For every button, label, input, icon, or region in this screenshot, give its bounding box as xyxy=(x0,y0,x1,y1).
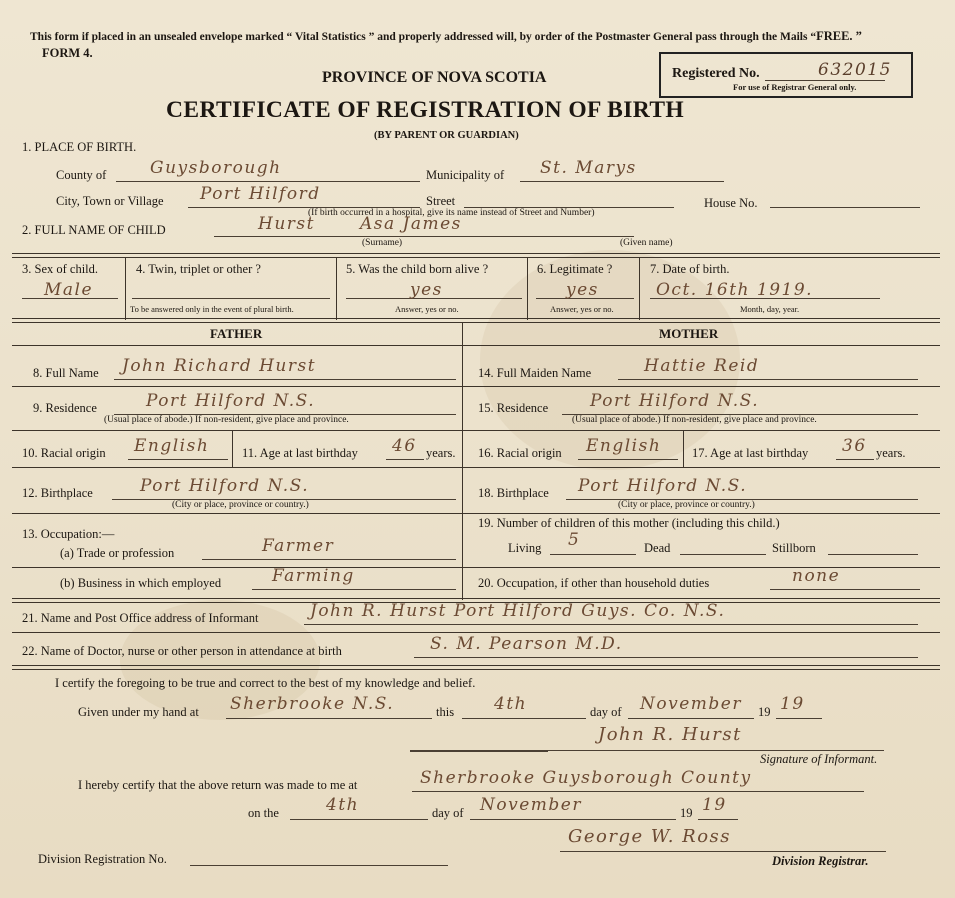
father-age-label: 11. Age at last birthday xyxy=(242,446,358,460)
mother-age-years: years. xyxy=(876,446,906,460)
city-label: City, Town or Village xyxy=(56,194,164,208)
county-value: Guysborough xyxy=(150,158,282,178)
dead-line xyxy=(680,554,766,555)
father-age-years: years. xyxy=(426,446,456,460)
registered-number: 632015 xyxy=(818,60,892,80)
father-business-line xyxy=(252,589,456,590)
form-number: FORM 4. xyxy=(42,46,93,60)
row-divider xyxy=(12,430,462,431)
return-day-line xyxy=(290,819,428,820)
informant-signature: John R. Hurst xyxy=(598,724,742,745)
day-line xyxy=(462,718,586,719)
child-surname: Hurst xyxy=(258,214,315,234)
certificate-subtitle: (BY PARENT OR GUARDIAN) xyxy=(374,130,519,141)
cell-divider xyxy=(527,257,528,320)
division-registrar-caption: Division Registrar. xyxy=(772,854,869,868)
return-place-line xyxy=(412,791,864,792)
section-divider xyxy=(12,665,940,670)
mailing-notice-text: This form if placed in an unsealed envelope marked “ Vital Statistics ” and properly addressed will, by order of the Postmaster General pass through the Mails “ xyxy=(30,31,817,43)
father-name-line xyxy=(114,379,456,380)
mother-residence-note: (Usual place of abode.) If non-resident, give place and province. xyxy=(572,415,817,425)
return-place-value: Sherbrooke Guysborough County xyxy=(420,768,752,788)
twin-line xyxy=(132,298,330,299)
twin-note: To be answered only in the event of plural birth. xyxy=(130,304,294,314)
month-value: November xyxy=(640,694,742,714)
given-name-caption: (Given name) xyxy=(620,238,673,248)
mother-occupation-line xyxy=(770,589,920,590)
dead-label: Dead xyxy=(644,541,671,555)
section-divider xyxy=(12,345,940,346)
doctor-line xyxy=(414,657,918,658)
row-divider xyxy=(12,632,940,633)
certificate-title: CERTIFICATE OF REGISTRATION OF BIRTH xyxy=(166,97,685,123)
legitimate-note: Answer, yes or no. xyxy=(550,304,614,314)
cell-divider xyxy=(683,431,684,467)
born-alive-label: 5. Was the child born alive ? xyxy=(346,262,489,276)
mother-occupation-label: 20. Occupation, if other than household duties xyxy=(478,576,710,590)
street-label: Street xyxy=(426,194,456,208)
father-age-line xyxy=(386,459,424,460)
father-heading: FATHER xyxy=(210,326,263,341)
father-racial-value: English xyxy=(134,436,210,456)
doctor-value: S. M. Pearson M.D. xyxy=(430,634,623,654)
father-trade-value: Farmer xyxy=(262,536,335,556)
given-place-line xyxy=(226,718,432,719)
father-residence-value: Port Hilford N.S. xyxy=(146,391,316,411)
mailing-notice xyxy=(30,29,862,44)
mother-racial-line xyxy=(578,459,678,460)
informant-signature-line xyxy=(548,750,884,751)
sex-value: Male xyxy=(44,280,94,300)
born-alive-value: yes xyxy=(410,280,443,300)
day-value: 4th xyxy=(494,694,528,714)
row-divider xyxy=(12,567,462,568)
place-of-birth-heading: 1. PLACE OF BIRTH. xyxy=(22,140,137,154)
child-name-line xyxy=(214,236,634,237)
signature-dash xyxy=(410,750,548,752)
cell-divider xyxy=(336,257,337,320)
father-racial-line xyxy=(128,459,228,460)
registrar-signature-line xyxy=(560,851,886,852)
return-year-value: 19 xyxy=(702,795,727,815)
father-business-value: Farming xyxy=(272,566,355,586)
municipality-value: St. Marys xyxy=(540,158,637,178)
born-alive-note: Answer, yes or no. xyxy=(395,304,459,314)
municipality-label: Municipality of xyxy=(426,168,505,182)
mother-age-label: 17. Age at last birthday xyxy=(692,446,809,460)
edge-margin-text xyxy=(0,20,12,620)
return-year-prefix: 19 xyxy=(680,806,693,820)
section-divider xyxy=(12,253,940,258)
mother-residence-label: 15. Residence xyxy=(478,401,549,415)
registrar-use-note: For use of Registrar General only. xyxy=(733,82,857,92)
stillborn-label: Stillborn xyxy=(772,541,816,555)
row-divider xyxy=(462,567,940,568)
city-value: Port Hilford xyxy=(200,184,321,204)
mother-birthplace-note: (City or place, province or country.) xyxy=(618,500,755,510)
given-place-value: Sherbrooke N.S. xyxy=(230,694,395,714)
day-of-label: day of xyxy=(590,705,622,719)
cell-divider xyxy=(125,257,126,320)
stillborn-line xyxy=(828,554,918,555)
given-under-label: Given under my hand at xyxy=(78,705,199,719)
registrar-signature: George W. Ross xyxy=(568,826,732,847)
informant-value: John R. Hurst Port Hilford Guys. Co. N.S. xyxy=(310,601,726,621)
child-name-label: 2. FULL NAME OF CHILD xyxy=(22,223,166,237)
municipality-line xyxy=(520,181,724,182)
sex-label: 3. Sex of child. xyxy=(22,262,99,276)
mother-racial-label: 16. Racial origin xyxy=(478,446,562,460)
year-prefix: 19 xyxy=(758,705,771,719)
doctor-label: 22. Name of Doctor, nurse or other person in attendance at birth xyxy=(22,644,342,658)
mother-racial-value: English xyxy=(586,436,662,456)
legitimate-label: 6. Legitimate ? xyxy=(537,262,613,276)
father-racial-label: 10. Racial origin xyxy=(22,446,106,460)
mother-name-label: 14. Full Maiden Name xyxy=(478,366,592,380)
month-line xyxy=(628,718,754,719)
row-divider xyxy=(462,430,940,431)
this-label: this xyxy=(436,705,455,719)
mother-age-line xyxy=(836,459,874,460)
twin-label: 4. Twin, triplet or other ? xyxy=(136,262,261,276)
return-statement: I hereby certify that the above return was made to me at xyxy=(78,778,358,792)
informant-line xyxy=(304,624,918,625)
father-name-label: 8. Full Name xyxy=(33,366,99,380)
dob-value: Oct. 16th 1919. xyxy=(656,280,814,300)
father-birthplace-note: (City or place, province or country.) xyxy=(172,500,309,510)
province-heading: PROVINCE OF NOVA SCOTIA xyxy=(322,69,547,86)
row-divider xyxy=(462,513,940,514)
house-number-line xyxy=(770,207,920,208)
mother-occupation-value: none xyxy=(792,566,841,586)
division-number-label: Division Registration No. xyxy=(38,852,167,866)
house-number-label: House No. xyxy=(704,196,758,210)
cell-divider xyxy=(232,431,233,467)
father-occupation-label: 13. Occupation:— xyxy=(22,527,115,541)
on-the-label: on the xyxy=(248,806,279,820)
mother-heading: MOTHER xyxy=(659,326,719,341)
row-divider xyxy=(462,386,940,387)
return-day-of-label: day of xyxy=(432,806,464,820)
mother-birthplace-value: Port Hilford N.S. xyxy=(578,476,748,496)
section-divider xyxy=(12,318,940,323)
mother-birthplace-label: 18. Birthplace xyxy=(478,486,549,500)
row-divider xyxy=(462,467,940,468)
informant-label: 21. Name and Post Office address of Informant xyxy=(22,611,259,625)
registered-line xyxy=(765,80,885,81)
row-divider xyxy=(12,386,462,387)
mother-name-value: Hattie Reid xyxy=(644,356,760,376)
mailing-notice-free: FREE. ” xyxy=(816,29,862,43)
return-month-line xyxy=(470,819,676,820)
year-value: 19 xyxy=(780,694,805,714)
year-line xyxy=(776,718,822,719)
father-business-label: (b) Business in which employed xyxy=(60,576,222,590)
row-divider xyxy=(12,467,462,468)
living-label: Living xyxy=(508,541,542,555)
legitimate-value: yes xyxy=(566,280,599,300)
dob-note: Month, day, year. xyxy=(740,304,800,314)
hospital-note: (If birth occurred in a hospital, give its name instead of Street and Number) xyxy=(308,208,595,218)
father-trade-label: (a) Trade or profession xyxy=(60,546,175,560)
mother-children-label: 19. Number of children of this mother (including this child.) xyxy=(478,516,780,530)
father-name-value: John Richard Hurst xyxy=(122,356,317,376)
return-month-value: November xyxy=(480,795,582,815)
return-year-line xyxy=(698,819,738,820)
dob-label: 7. Date of birth. xyxy=(650,262,730,276)
return-day-value: 4th xyxy=(326,795,360,815)
cell-divider xyxy=(639,257,640,320)
division-number-line xyxy=(190,865,448,866)
child-given-name: Asa James xyxy=(360,214,462,234)
father-trade-line xyxy=(202,559,456,560)
mother-age-value: 36 xyxy=(842,436,867,456)
certify-statement: I certify the foregoing to be true and correct to the best of my knowledge and belief. xyxy=(55,676,476,690)
living-value: 5 xyxy=(568,530,581,550)
row-divider xyxy=(12,513,462,514)
father-residence-note: (Usual place of abode.) If non-resident, give place and province. xyxy=(104,415,349,425)
column-divider xyxy=(462,322,463,600)
informant-signature-caption: Signature of Informant. xyxy=(760,752,878,766)
father-birthplace-label: 12. Birthplace xyxy=(22,486,93,500)
father-birthplace-value: Port Hilford N.S. xyxy=(140,476,310,496)
living-line xyxy=(550,554,636,555)
county-label: County of xyxy=(56,168,107,182)
mother-name-line xyxy=(618,379,918,380)
mother-residence-value: Port Hilford N.S. xyxy=(590,391,760,411)
surname-caption: (Surname) xyxy=(362,238,403,248)
registered-label: Registered No. xyxy=(672,66,760,81)
county-line xyxy=(116,181,420,182)
father-residence-label: 9. Residence xyxy=(33,401,97,415)
father-age-value: 46 xyxy=(392,436,417,456)
